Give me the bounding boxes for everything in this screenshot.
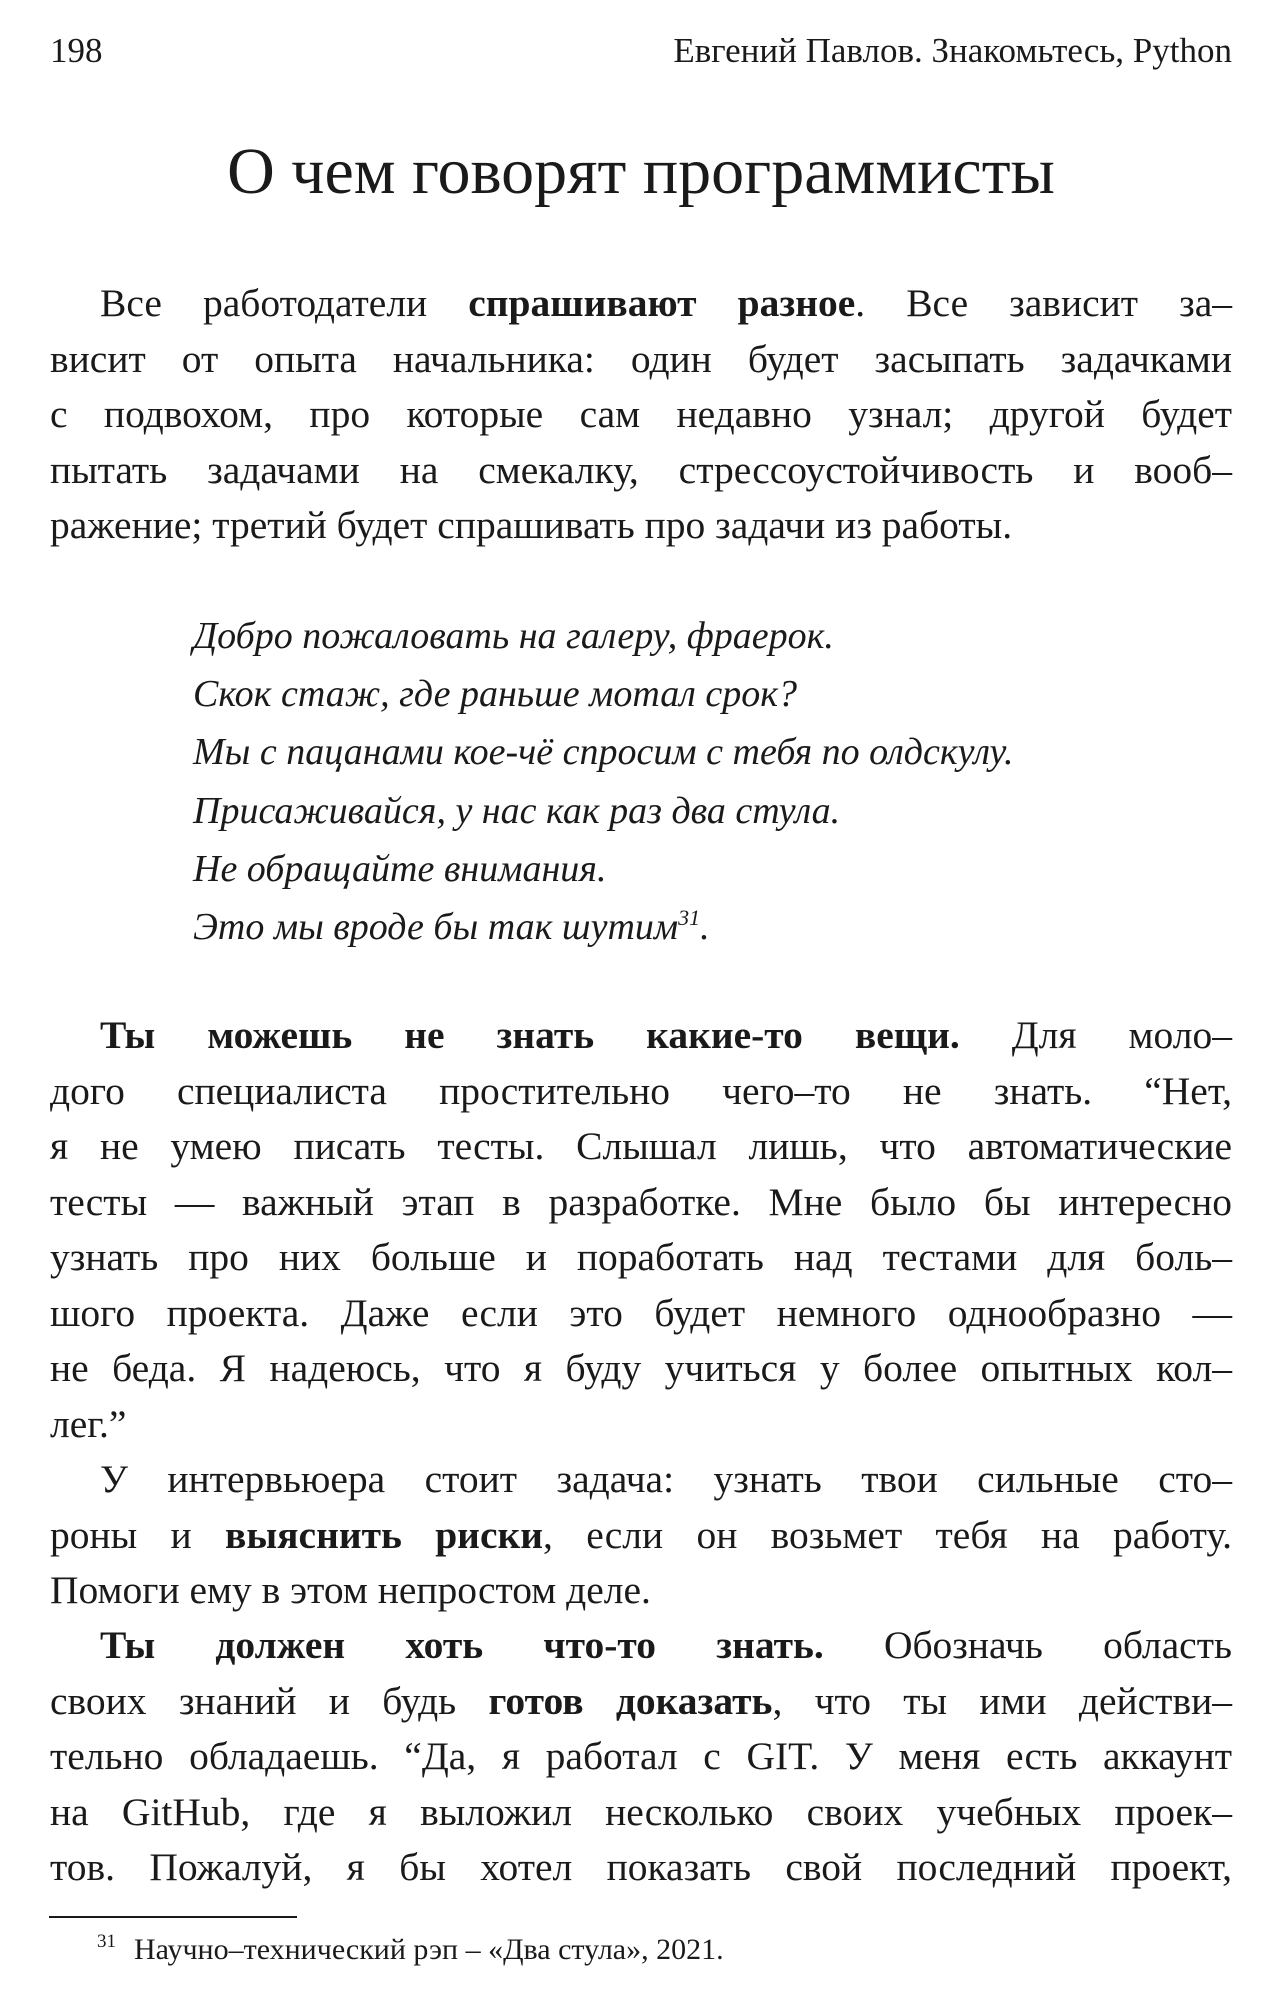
poem-line	[193, 898, 1014, 956]
emphasis-text: Ты должен хоть что-то знать.	[100, 1623, 824, 1667]
text-line	[50, 276, 1232, 332]
text-line	[50, 1008, 1232, 1064]
text-line: на GitHub, где я выложил несколько своих учебных проек–	[50, 1789, 1232, 1834]
emphasis-text: выяснить риски	[225, 1512, 543, 1557]
footnote-number: 31	[97, 1931, 116, 1952]
poem-quote	[193, 607, 1014, 956]
text-line	[50, 1508, 1232, 1564]
text-line: тельно обладаешь. “Да, я работал с GIT. У меня есть аккаунт	[50, 1734, 1232, 1778]
text-line: узнать про них больше и поработать над тестами для боль–	[50, 1235, 1232, 1279]
paragraph-dont-know	[50, 1008, 1232, 1452]
footnote-reference[interactable]: 31	[678, 904, 701, 930]
text-run: Для моло–	[959, 1013, 1232, 1057]
text-run: . Все зависит за–	[855, 281, 1232, 325]
page-number: 198	[50, 31, 103, 70]
paragraph-intro	[50, 276, 1232, 554]
text-line: лег.”	[50, 1401, 127, 1446]
text-line: тесты — важный этап в разработке. Мне было бы интересно	[50, 1179, 1232, 1224]
footnote-text: Научно–технический рэп – «Два стула», 2021.	[134, 1933, 724, 1966]
poem-line-punct: .	[700, 905, 710, 948]
emphasis-text: готов доказать	[488, 1678, 773, 1723]
text-line: Помоги ему в этом непростом деле.	[50, 1568, 651, 1612]
text-run: Обозначь область	[823, 1623, 1232, 1667]
footnote	[97, 1930, 724, 1970]
running-head: Евгений Павлов. Знакомьтесь, Python	[673, 31, 1232, 70]
emphasis-text: Ты можешь не знать какие-то вещи.	[100, 1013, 960, 1057]
text-line	[50, 1618, 1232, 1674]
paragraph-must-know	[50, 1618, 1232, 1896]
text-run: , что ты ими действи–	[772, 1678, 1232, 1723]
paragraph-interviewer	[50, 1452, 1232, 1619]
text-line: не беда. Я надеюсь, что я буду учиться у более опытных кол–	[50, 1346, 1232, 1390]
text-line: ражение; третий будет спрашивать про задачи из работы.	[50, 503, 1013, 547]
text-line: дого специалиста простительно чего–то не знать. “Нет,	[50, 1068, 1232, 1113]
emphasis-text: спрашивают разное	[468, 281, 856, 325]
text-run: Все работодатели	[100, 281, 469, 325]
poem-line: Мы с пацанами кое-чё спросим с тебя по олдскулу.	[193, 731, 1014, 774]
text-line: я не умею писать тесты. Слышал лишь, что автоматические	[50, 1124, 1232, 1168]
footnote-divider	[49, 1916, 297, 1918]
text-run: , если он возьмет тебя на работу.	[543, 1512, 1232, 1557]
text-line	[50, 1674, 1232, 1730]
text-line: с подвохом, про которые сам недавно узнал; другой будет	[50, 392, 1232, 436]
poem-line: Присаживайся, у нас как раз два стула.	[193, 789, 841, 832]
text-run: своих знаний и будь	[50, 1678, 489, 1723]
poem-line: Не обращайте внимания.	[193, 847, 607, 890]
text-line: пытать задачами на смекалку, стрессоустойчивость и вооб–	[50, 447, 1232, 492]
text-line: тов. Пожалуй, я бы хотел показать свой последний проект,	[50, 1845, 1232, 1889]
text-line: У интервьюера стоит задача: узнать твои сильные сто–	[100, 1457, 1232, 1501]
text-line: шого проекта. Даже если это будет немного однообразно —	[50, 1290, 1232, 1335]
text-run: роны и	[50, 1512, 225, 1557]
poem-line: Скок стаж, где раньше мотал срок?	[193, 673, 798, 716]
text-line: висит от опыта начальника: один будет засыпать задачками	[50, 336, 1232, 381]
chapter-title: О чем говорят программисты	[227, 135, 1055, 208]
poem-line-text: Это мы вроде бы так шутим	[193, 905, 679, 948]
poem-line: Добро пожаловать на галеру, фраерок.	[193, 615, 834, 657]
